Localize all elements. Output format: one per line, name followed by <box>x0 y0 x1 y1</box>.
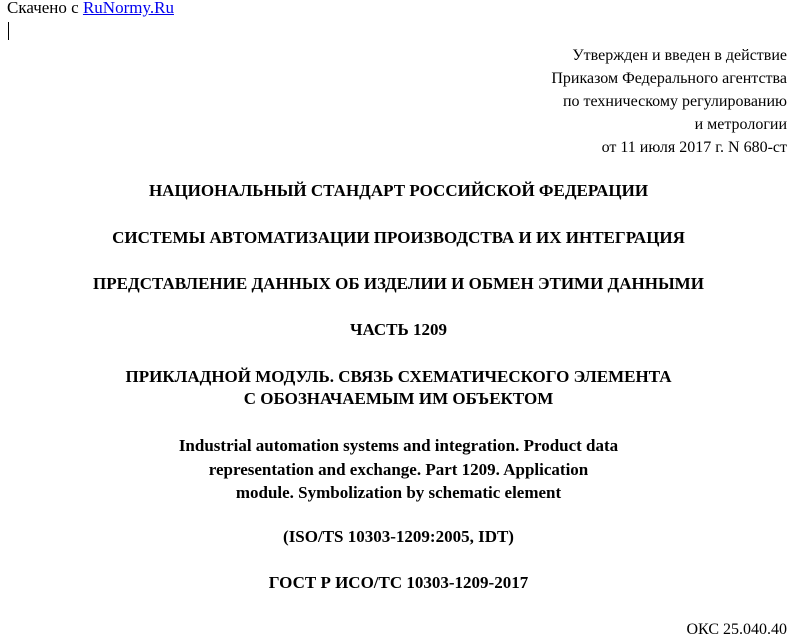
english-title-line1: Industrial automation systems and integration. Product data <box>178 436 619 455</box>
approval-line: Утвержден и введен в действие <box>572 47 787 64</box>
approval-line: и метрологии <box>694 116 787 133</box>
module-heading <box>0 366 790 410</box>
source-line <box>7 0 174 18</box>
runormy-link[interactable]: RuNormy.Ru <box>82 0 174 17</box>
source-prefix: Скачено с <box>7 0 83 17</box>
english-title-line2: representation and exchange. Part 1209. Application <box>208 459 589 479</box>
text-cursor <box>8 22 9 40</box>
module-heading-line2: С ОБОЗНАЧАЕМЫМ ИМ ОБЪЕКТОМ <box>243 389 554 408</box>
approval-line: по техническому регулированию <box>562 93 787 110</box>
representation-heading: ПРЕДСТАВЛЕНИЕ ДАННЫХ ОБ ИЗДЕЛИИ И ОБМЕН ЭТИМИ ДАННЫМИ <box>93 274 704 293</box>
oks-code: ОКС 25.040.40 <box>686 621 787 638</box>
national-standard-heading: НАЦИОНАЛЬНЫЙ СТАНДАРТ РОССИЙСКОЙ ФЕДЕРАЦИИ <box>148 181 649 200</box>
approval-line: Приказом Федерального агентства <box>551 70 787 87</box>
english-title <box>0 434 790 505</box>
english-title-line3: module. Symbolization by schematic element <box>235 483 562 502</box>
module-heading-line1: ПРИКЛАДНОЙ МОДУЛЬ. СВЯЗЬ СХЕМАТИЧЕСКОГО ЭЛЕМЕНТА <box>125 367 672 386</box>
approval-line: от 11 июля 2017 г. N 680-ст <box>601 139 787 156</box>
approval-block <box>551 44 787 159</box>
part-heading: ЧАСТЬ 1209 <box>349 320 447 339</box>
gost-code: ГОСТ Р ИСО/ТС 10303-1209-2017 <box>268 573 529 592</box>
systems-heading: СИСТЕМЫ АВТОМАТИЗАЦИИ ПРОИЗВОДСТВА И ИХ ИНТЕГРАЦИЯ <box>112 228 685 247</box>
iso-reference: (ISO/TS 10303-1209:2005, IDT) <box>283 527 514 546</box>
